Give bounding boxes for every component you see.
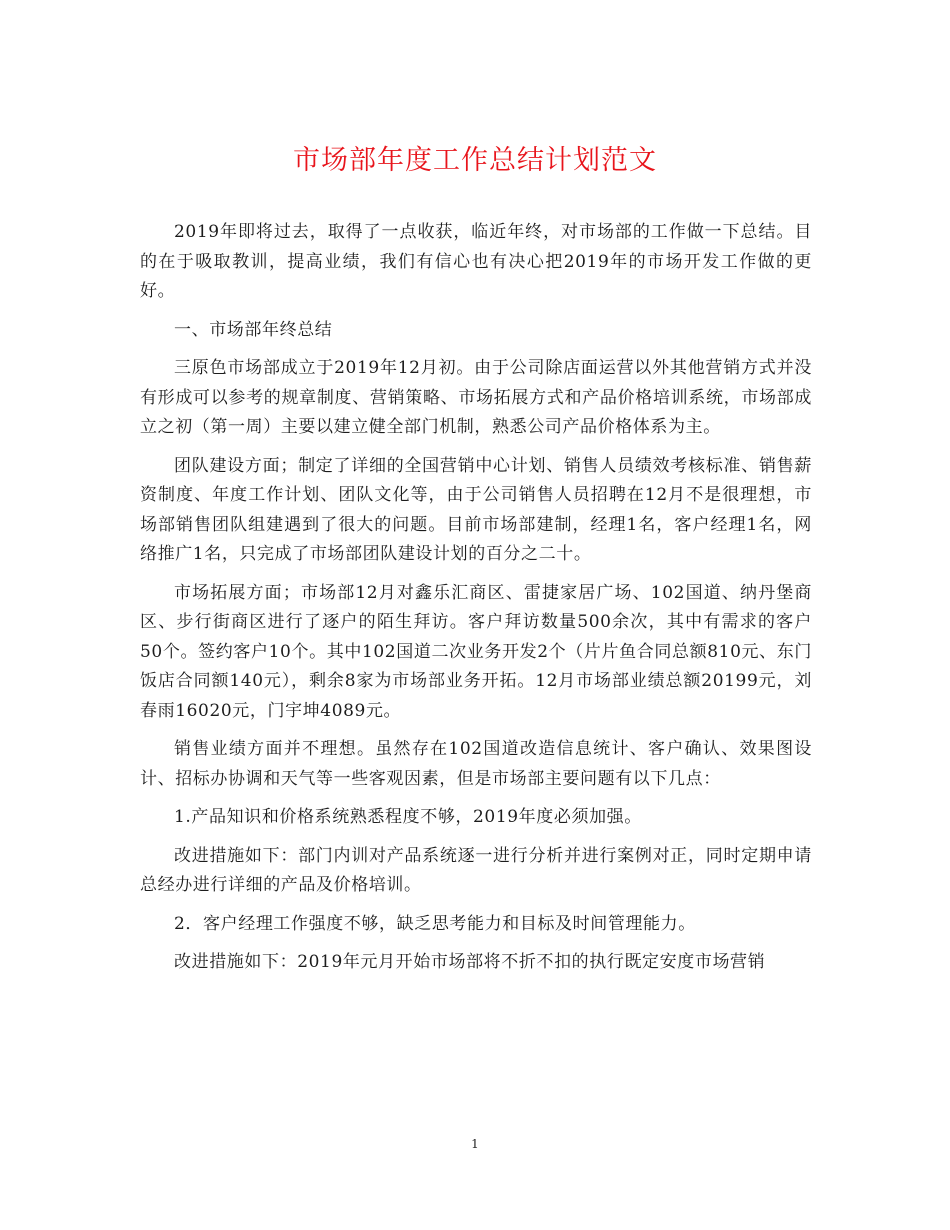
document-body (140, 218, 812, 987)
document-title: 市场部年度工作总结计划范文 (293, 145, 657, 176)
section-heading-year-end-summary: 一、市场部年终总结 (174, 319, 333, 340)
paragraph-intro: 2019年即将过去，取得了一点收获，临近年终，对市场部的工作做一下总结。目的在于吸取教训，提高业绩，我们有信心也有决心把2019年的市场开发工作做的更好。 (140, 222, 812, 301)
paragraph-improvement-1: 改进措施如下：部门内训对产品系统逐一进行分析并进行案例对正，同时定期申请总经办进行详细的产品及价格培训。 (140, 845, 812, 895)
paragraph-sales-performance: 销售业绩方面并不理想。虽然存在102国道改造信息统计、客户确认、效果图设计、招标办协调和天气等一些客观因素，但是市场部主要问题有以下几点： (140, 739, 812, 789)
paragraph-market-expansion: 市场拓展方面；市场部12月对鑫乐汇商区、雷捷家居广场、102国道、纳丹堡商区、步行街商区进行了逐户的陌生拜访。客户拜访数量500余次，其中有需求的客户50个。签约客户10个。其中102国道二次业务开发2个（片片鱼合同总额810元、东门饭店合同额140元），剩余8家为市场部业务开拓。12月市场部业绩总额20199元，刘春雨16020元，门宇坤4089元。 (140, 582, 812, 721)
paragraph-improvement-2: 改进措施如下：2019年元月开始市场部将不折不扣的执行既定安度市场营销 (174, 952, 766, 972)
paragraph-department-founding: 三原色市场部成立于2019年12月初。由于公司除店面运营以外其他营销方式并没有形成可以参考的规章制度、营销策略、市场拓展方式和产品价格培训系统，市场部成立之初（第一周）主要以建立健全部门机制，熟悉公司产品价格体系为主。 (140, 358, 812, 437)
paragraph-team-building: 团队建设方面；制定了详细的全国营销中心计划、销售人员绩效考核标准、销售薪资制度、年度工作计划、团队文化等，由于公司销售人员招聘在12月不是很理想，市场部销售团队组建遇到了很大的问题。目前市场部建制，经理1名，客户经理1名，网络推广1名，只完成了市场部团队建设计划的百分之二十。 (140, 455, 812, 564)
page-number: 1 (471, 1137, 479, 1151)
list-item-problem-2: 2．客户经理工作强度不够，缺乏思考能力和目标及时间管理能力。 (174, 913, 696, 934)
list-item-problem-1: 1.产品知识和价格系统熟悉程度不够，2019年度必须加强。 (174, 807, 642, 827)
